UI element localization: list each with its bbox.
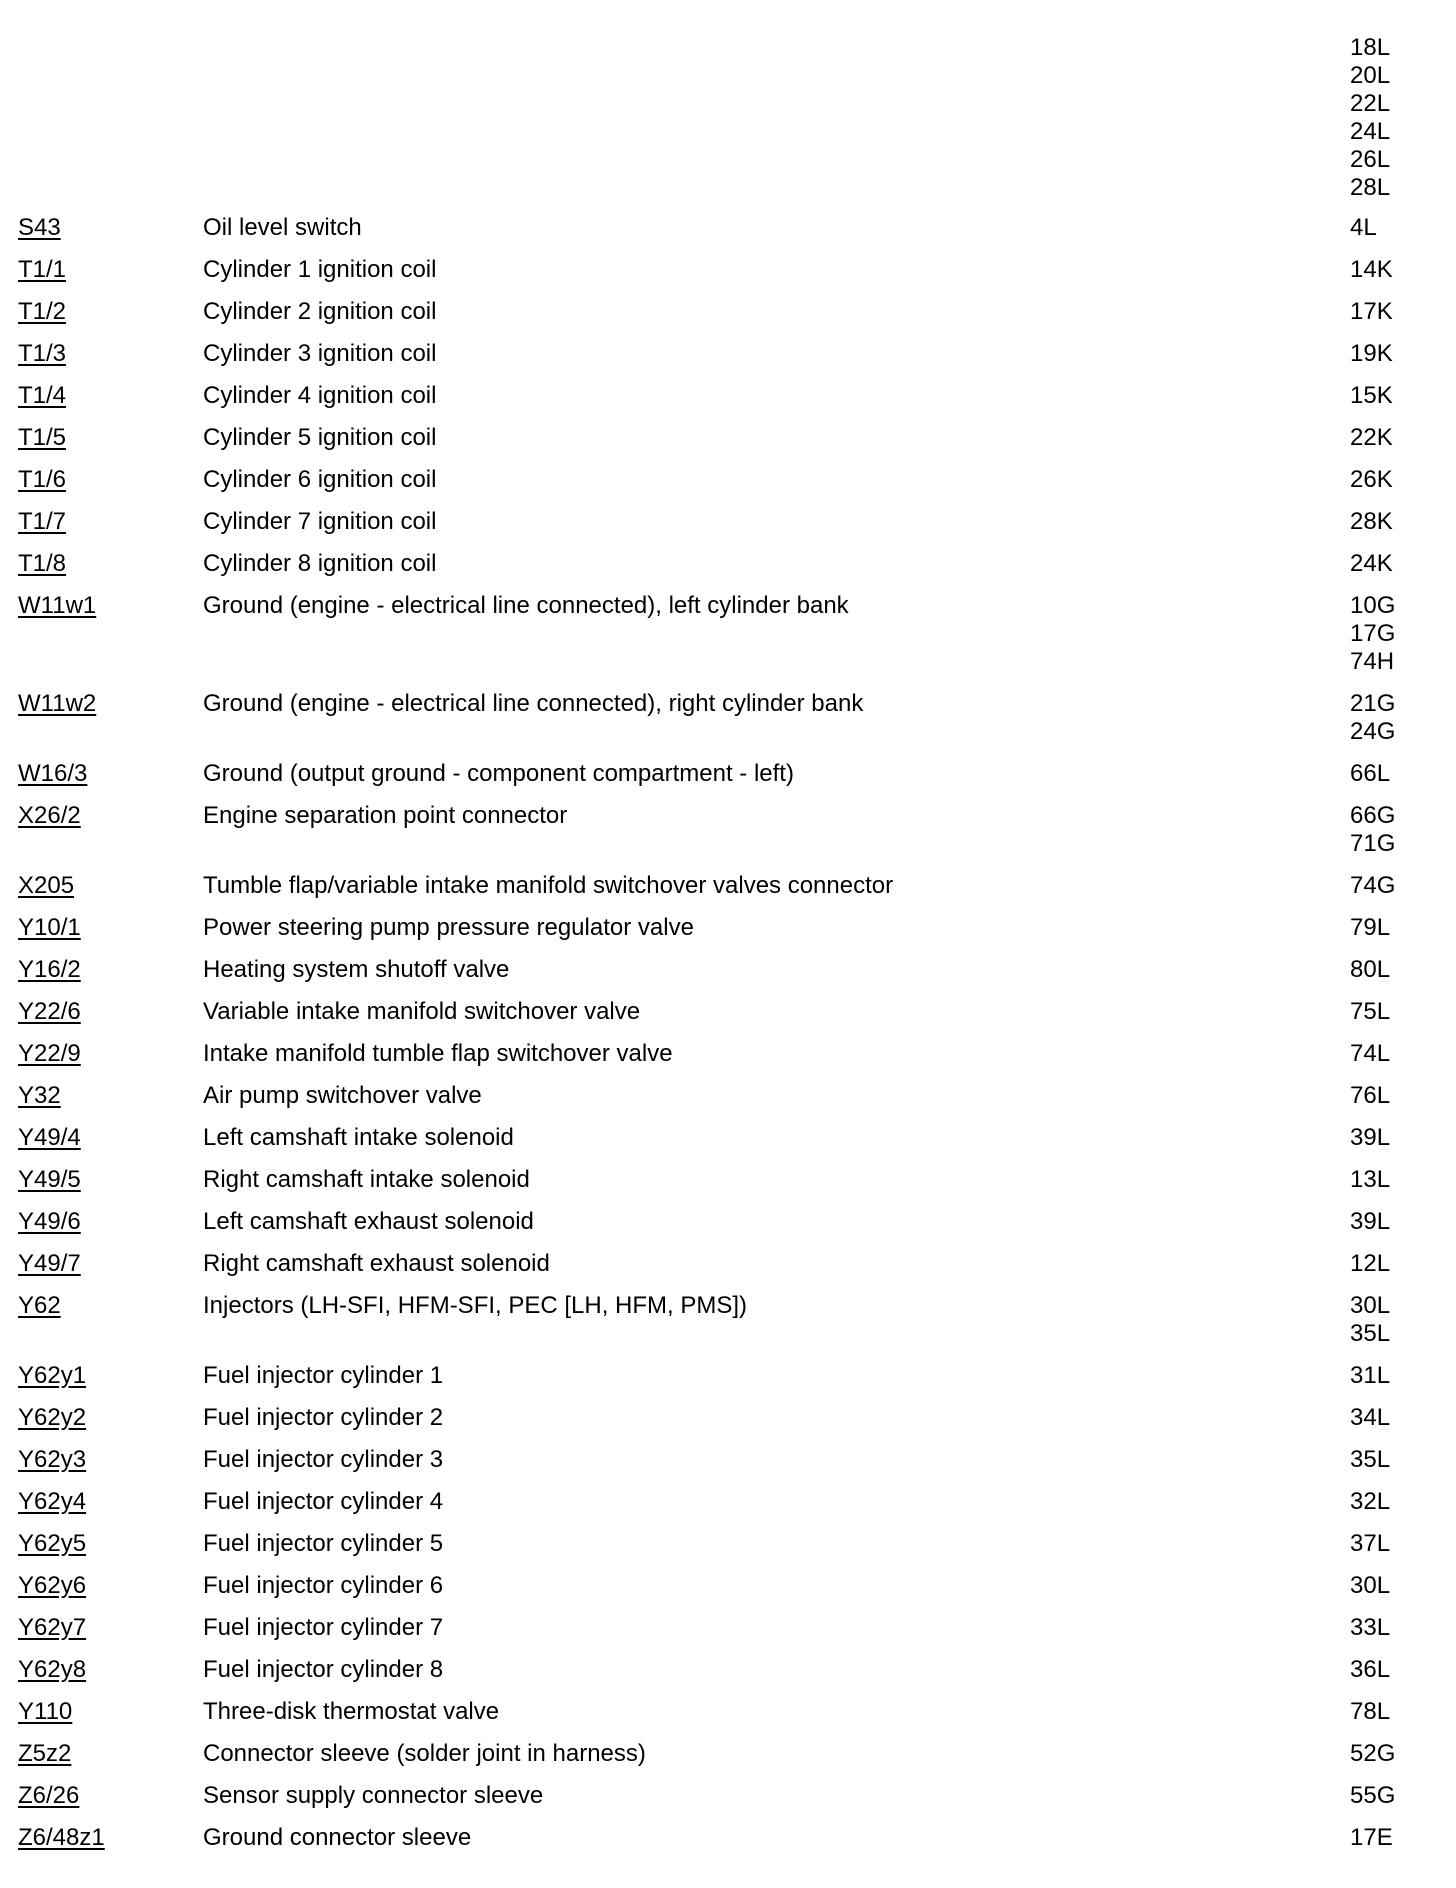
component-description: Fuel injector cylinder 2: [203, 1404, 444, 1431]
location-code: 14K: [1350, 256, 1393, 283]
component-description: Left camshaft intake solenoid: [203, 1124, 514, 1151]
component-locations: [1350, 1124, 1390, 1152]
location-code: 13L: [1350, 1166, 1391, 1193]
table-row: [0, 1082, 1456, 1124]
component-description: Tumble flap/variable intake manifold switchover valves connector: [203, 872, 894, 899]
component-locations: [1350, 508, 1393, 536]
location-code: 31L: [1350, 1362, 1391, 1389]
location-code: 17E: [1350, 1824, 1393, 1851]
table-row: [0, 1250, 1456, 1292]
component-locations: [1350, 1824, 1393, 1852]
location-code: 32L: [1350, 1488, 1391, 1515]
component-locations: [1350, 466, 1393, 494]
location-code: 15K: [1350, 382, 1393, 409]
component-code-link[interactable]: T1/1: [18, 256, 67, 283]
table-row: [0, 690, 1456, 760]
location-code: 39L: [1350, 1208, 1391, 1235]
location-code: 17K: [1350, 298, 1393, 325]
component-description: Engine separation point connector: [203, 802, 568, 829]
table-row: [0, 1614, 1456, 1656]
table-row: [0, 1404, 1456, 1446]
location-code: 75L: [1350, 998, 1391, 1025]
component-locations: [1350, 1166, 1390, 1194]
location-code: 35L: [1350, 1320, 1391, 1347]
component-locations: [1350, 550, 1393, 578]
location-code: 35L: [1350, 1446, 1391, 1473]
component-code-link[interactable]: T1/5: [18, 424, 67, 451]
component-description: Right camshaft exhaust solenoid: [203, 1250, 550, 1277]
location-code: 28L: [1350, 174, 1391, 201]
table-row: [0, 592, 1456, 690]
location-code: 24G: [1350, 718, 1396, 745]
location-code: 26K: [1350, 466, 1393, 493]
component-description: Fuel injector cylinder 1: [203, 1362, 444, 1389]
component-code-link[interactable]: Y16/2: [18, 956, 81, 983]
component-code-link[interactable]: Y62y4: [18, 1488, 87, 1515]
component-locations: [1350, 1362, 1390, 1390]
component-code-link[interactable]: Y62y2: [18, 1404, 87, 1431]
location-code: 34L: [1350, 1404, 1391, 1431]
component-description: Fuel injector cylinder 3: [203, 1446, 444, 1473]
location-code: 78L: [1350, 1698, 1391, 1725]
component-description: Ground (engine - electrical line connected), left cylinder bank: [203, 592, 849, 619]
location-code: 26L: [1350, 146, 1391, 173]
component-code-link[interactable]: Z6/26: [18, 1782, 80, 1809]
location-code: 4L: [1350, 214, 1377, 241]
component-description: Three-disk thermostat valve: [203, 1698, 500, 1725]
component-locations: [1350, 424, 1393, 452]
table-row: [0, 1824, 1456, 1866]
component-description: Intake manifold tumble flap switchover valve: [203, 1040, 673, 1067]
table-row: [0, 508, 1456, 550]
component-description: Left camshaft exhaust solenoid: [203, 1208, 534, 1235]
location-code: 39L: [1350, 1124, 1391, 1151]
table-row: [0, 340, 1456, 382]
component-code-link[interactable]: Y49/5: [18, 1166, 81, 1193]
table-row: [0, 382, 1456, 424]
component-code-link[interactable]: T1/7: [18, 508, 67, 535]
component-description: Ground (engine - electrical line connected), right cylinder bank: [203, 690, 864, 717]
continuation-locations: [1350, 34, 1390, 202]
component-locations: [1350, 998, 1390, 1026]
component-code-link[interactable]: Y49/6: [18, 1208, 81, 1235]
location-code: 12L: [1350, 1250, 1391, 1277]
location-code: 21G: [1350, 690, 1396, 717]
component-locations: [1350, 1082, 1390, 1110]
location-code: 20L: [1350, 62, 1391, 89]
component-code-link[interactable]: Y49/4: [18, 1124, 81, 1151]
component-code-link[interactable]: T1/2: [18, 298, 67, 325]
component-code-link[interactable]: W11w1: [18, 592, 97, 619]
location-code: 30L: [1350, 1292, 1391, 1319]
location-code: 79L: [1350, 914, 1391, 941]
component-code-link[interactable]: Y62y6: [18, 1572, 87, 1599]
component-description: Cylinder 1 ignition coil: [203, 256, 437, 283]
component-locations: [1350, 298, 1393, 326]
location-code: 74L: [1350, 1040, 1391, 1067]
location-code: 80L: [1350, 956, 1391, 983]
component-code-link[interactable]: Y110: [18, 1698, 73, 1725]
table-row: [0, 1656, 1456, 1698]
table-row: [0, 1530, 1456, 1572]
table-row: [0, 550, 1456, 592]
table-row: [0, 914, 1456, 956]
location-code: 28K: [1350, 508, 1393, 535]
location-code: 36L: [1350, 1656, 1391, 1683]
location-code: 76L: [1350, 1082, 1391, 1109]
component-code-link[interactable]: Y62y1: [18, 1362, 87, 1389]
table-row: [0, 1166, 1456, 1208]
location-code: 66L: [1350, 760, 1391, 787]
component-locations: [1350, 956, 1390, 984]
component-description: Sensor supply connector sleeve: [203, 1782, 544, 1809]
component-code-link[interactable]: T1/4: [18, 382, 67, 409]
table-row: [0, 214, 1456, 256]
table-row: [0, 1740, 1456, 1782]
component-description: Ground connector sleeve: [203, 1824, 472, 1851]
component-locations: [1350, 382, 1393, 410]
location-code: 71G: [1350, 830, 1396, 857]
component-locations: [1350, 256, 1393, 284]
component-locations: [1350, 760, 1390, 788]
component-description: Cylinder 5 ignition coil: [203, 424, 437, 451]
component-description: Cylinder 8 ignition coil: [203, 550, 437, 577]
component-locations: [1350, 802, 1395, 858]
component-code-link[interactable]: Y22/6: [18, 998, 81, 1025]
component-code-link[interactable]: Y62y5: [18, 1530, 87, 1557]
component-locations: [1350, 592, 1395, 676]
component-locations: [1350, 1446, 1390, 1474]
component-locations: [1350, 690, 1395, 746]
component-description: Injectors (LH-SFI, HFM-SFI, PEC [LH, HFM, PMS]): [203, 1292, 748, 1319]
table-row: [0, 424, 1456, 466]
component-description: Fuel injector cylinder 8: [203, 1656, 444, 1683]
table-row: [0, 956, 1456, 998]
component-description: Ground (output ground - component compartment - left): [203, 760, 794, 787]
component-description: Air pump switchover valve: [203, 1082, 482, 1109]
component-locations: [1350, 914, 1390, 942]
component-description: Variable intake manifold switchover valve: [203, 998, 641, 1025]
table-row: [0, 998, 1456, 1040]
table-row: [0, 1698, 1456, 1740]
component-description: Cylinder 3 ignition coil: [203, 340, 437, 367]
component-locations: [1350, 214, 1377, 242]
component-code-link[interactable]: Y32: [18, 1082, 61, 1109]
location-code: 22K: [1350, 424, 1393, 451]
table-row: [0, 1782, 1456, 1824]
component-table: [0, 214, 1456, 1866]
table-row: [0, 872, 1456, 914]
component-locations: [1350, 1572, 1390, 1600]
component-description: Fuel injector cylinder 5: [203, 1530, 444, 1557]
component-code-link[interactable]: X26/2: [18, 802, 81, 829]
location-code: 19K: [1350, 340, 1393, 367]
component-locations: [1350, 1250, 1390, 1278]
location-code: 37L: [1350, 1530, 1391, 1557]
component-description: Cylinder 4 ignition coil: [203, 382, 437, 409]
component-code-link[interactable]: T1/6: [18, 466, 67, 493]
location-code: 10G: [1350, 592, 1396, 619]
component-code-link[interactable]: Y62y8: [18, 1656, 87, 1683]
component-locations: [1350, 1698, 1390, 1726]
table-row: [0, 1488, 1456, 1530]
table-row: [0, 466, 1456, 508]
table-row: [0, 760, 1456, 802]
location-code: 18L: [1350, 34, 1391, 61]
component-code-link[interactable]: W11w2: [18, 690, 97, 717]
table-row: [0, 1208, 1456, 1250]
component-description: Power steering pump pressure regulator valve: [203, 914, 694, 941]
component-code-link[interactable]: Y62y7: [18, 1614, 87, 1641]
component-description: Right camshaft intake solenoid: [203, 1166, 530, 1193]
component-code-link[interactable]: Z6/48z1: [18, 1824, 105, 1851]
component-code-link[interactable]: T1/3: [18, 340, 67, 367]
component-code-link[interactable]: S43: [18, 214, 61, 241]
table-row: [0, 1446, 1456, 1488]
component-code-link[interactable]: Y10/1: [18, 914, 81, 941]
component-code-link[interactable]: Z5z2: [18, 1740, 72, 1767]
component-description: Fuel injector cylinder 6: [203, 1572, 444, 1599]
component-description: Oil level switch: [203, 214, 362, 241]
component-description: Cylinder 7 ignition coil: [203, 508, 437, 535]
table-row: [0, 256, 1456, 298]
table-row: [0, 298, 1456, 340]
component-code-link[interactable]: Y49/7: [18, 1250, 81, 1277]
location-code: 33L: [1350, 1614, 1391, 1641]
table-row: [0, 1362, 1456, 1404]
location-code: 17G: [1350, 620, 1396, 647]
component-locations: [1350, 872, 1395, 900]
component-locations: [1350, 1740, 1395, 1768]
component-locations: [1350, 1404, 1390, 1432]
table-row: [0, 1572, 1456, 1614]
location-code: 24K: [1350, 550, 1393, 577]
location-code: 74G: [1350, 872, 1396, 899]
location-code: 24L: [1350, 118, 1391, 145]
component-description: Cylinder 6 ignition coil: [203, 466, 437, 493]
table-row: [0, 1292, 1456, 1362]
table-row: [0, 802, 1456, 872]
location-code: 30L: [1350, 1572, 1391, 1599]
component-locations: [1350, 1656, 1390, 1684]
component-locations: [1350, 1040, 1390, 1068]
location-code: 52G: [1350, 1740, 1396, 1767]
table-row: [0, 1040, 1456, 1082]
component-code-link[interactable]: X205: [18, 872, 75, 899]
component-description: Heating system shutoff valve: [203, 956, 510, 983]
table-row: [0, 1124, 1456, 1166]
location-code: 55G: [1350, 1782, 1396, 1809]
component-description: Fuel injector cylinder 4: [203, 1488, 444, 1515]
component-code-link[interactable]: Y62y3: [18, 1446, 87, 1473]
component-code-link[interactable]: T1/8: [18, 550, 67, 577]
component-locations: [1350, 1292, 1390, 1348]
component-code-link[interactable]: W16/3: [18, 760, 88, 787]
component-locations: [1350, 1782, 1395, 1810]
component-locations: [1350, 1614, 1390, 1642]
location-code: 22L: [1350, 90, 1391, 117]
component-description: Connector sleeve (solder joint in harness): [203, 1740, 646, 1767]
component-locations: [1350, 340, 1393, 368]
component-locations: [1350, 1488, 1390, 1516]
component-code-link[interactable]: Y62: [18, 1292, 61, 1319]
component-description: Cylinder 2 ignition coil: [203, 298, 437, 325]
component-locations: [1350, 1208, 1390, 1236]
component-description: Fuel injector cylinder 7: [203, 1614, 444, 1641]
location-code: 66G: [1350, 802, 1396, 829]
component-locations: [1350, 1530, 1390, 1558]
location-code: 74H: [1350, 648, 1395, 675]
component-code-link[interactable]: Y22/9: [18, 1040, 81, 1067]
